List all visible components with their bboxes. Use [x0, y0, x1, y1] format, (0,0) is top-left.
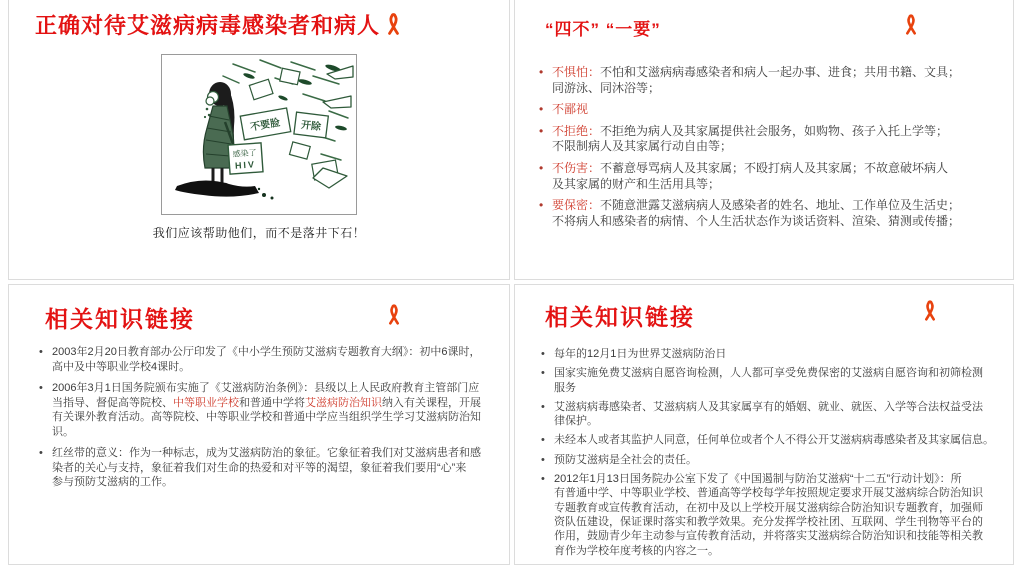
- body-text: 不蓄意辱骂病人及其家属；不殴打病人及其家属；不故意破坏病人: [600, 160, 949, 175]
- cartoon-caption: 我们应该帮助他们，而不是落井下石！: [152, 226, 366, 240]
- hiv-sign: [228, 143, 263, 174]
- slide-knowledge-links-1: [8, 284, 510, 565]
- slide3-header: [9, 285, 509, 332]
- slide1-title: 正确对待艾滋病病毒感染者和病人: [35, 13, 381, 38]
- slide3-title: 相关知识链接: [45, 306, 195, 332]
- bullet-item: [539, 102, 1003, 118]
- bullet-item: [539, 124, 1003, 155]
- body-text: 有普通中学、中等职业学校、普通高等学校每学年按照规定要求开展艾滋病综合防治知识: [554, 487, 983, 500]
- body-text: 2003年2月20日教育部办公厅印发了《中小学生预防艾滋病专题教育大纲》：初中6课时，: [52, 346, 481, 358]
- red-ribbon-icon: [387, 303, 401, 327]
- body-text: 资队伍建设，保证课时落实和教学效果。充分发挥学校社团、互联网、学生刊物等平台的: [554, 515, 983, 528]
- body-text: 服务: [554, 381, 576, 394]
- hiv-sign-line2: HIV: [234, 159, 257, 171]
- body-text: 参与预防艾滋病的工作。: [52, 476, 173, 489]
- body-text: 律保护。: [554, 415, 598, 428]
- knowledge-list-1: [39, 345, 501, 490]
- body-text: 当指导、督促高等院校、: [52, 396, 173, 409]
- body-text: 纳入有关课程，开展: [382, 396, 481, 409]
- body-text: 同游泳、同沐浴等；: [552, 80, 661, 95]
- body-text: 识。: [52, 425, 74, 438]
- body-text: 未经本人或者其监护人同意，任何单位或者个人不得公开艾滋病病毒感染者及其家属信息。: [554, 434, 994, 447]
- slide2-title: “四不” “一要”: [545, 20, 661, 39]
- body-text: 有关课外教育活动。高等院校、中等职业学校和普通中学应当组织学生学习艾滋病防治知: [52, 411, 481, 424]
- highlight-text: 不惧怕：: [552, 65, 601, 79]
- bullet-item: [39, 446, 501, 490]
- bullet-item: [541, 453, 1003, 467]
- highlight-text: 不鄙视: [552, 102, 589, 117]
- expel-paper-text: 开除: [300, 119, 322, 134]
- body-text: 红丝带的意义：作为一种标志，成为艾滋病防治的象征。它象征着我们对艾滋病患者和感: [52, 447, 481, 460]
- cartoon-figure: [161, 54, 357, 215]
- bullet-item: [539, 65, 1003, 96]
- body-text: 作用，鼓励青少年主动参与宣传教育活动，并将落实艾滋病综合防治知识和技能等相关教: [554, 530, 983, 543]
- highlight-text: 要保密：: [552, 198, 601, 213]
- body-text: 预防艾滋病是全社会的责任。: [554, 453, 697, 466]
- slide-knowledge-links-2: [514, 284, 1014, 565]
- red-ribbon-icon: [904, 13, 918, 37]
- body-text: 不限制病人及其家属行动自由等；: [552, 139, 733, 154]
- body-text: 高中及中等职业学校4课时。: [52, 360, 191, 373]
- red-ribbon-icon: [923, 299, 937, 323]
- slide2-header: [515, 0, 1013, 43]
- slide-four-nots-one-must: [514, 0, 1014, 280]
- body-text: 及其家属的财产和生活用具等；: [552, 176, 721, 191]
- bullet-item: [541, 366, 1003, 395]
- bullet-item: [541, 472, 1003, 558]
- body-text: 2012年1月13日国务院办公室下发了《中国遏制与防治艾滋病“十二五”行动计划》：所: [554, 473, 962, 486]
- four-nots-list: [539, 65, 1003, 229]
- bullet-item: [39, 381, 501, 439]
- highlight-text: 不伤害：: [552, 160, 601, 175]
- body-text: 2006年3月1日国务院颁布实施了《艾滋病防治条例》：县级以上人民政府教育主管部门应: [52, 382, 480, 395]
- body-text: 不拒绝为病人及其家属提供社会服务，如购物、孩子入托上学等；: [600, 123, 949, 138]
- red-ribbon-icon: [386, 12, 401, 37]
- knowledge-list-2: [541, 347, 1003, 558]
- cartoon-illustration: [163, 56, 355, 208]
- body-text: 每年的12月1日为世界艾滋病防治日: [554, 348, 727, 360]
- bullet-item: [539, 161, 1003, 192]
- bullet-item: [541, 400, 1003, 429]
- body-text: 不怕和艾滋病病毒感染者和病人一起办事、进食；共用书籍、文具；: [600, 65, 961, 79]
- slide4-header: [515, 285, 1013, 329]
- body-text: 不将病人和感染者的病情、个人生活状态作为谈话资料、渲染、猜测或传播；: [552, 213, 961, 228]
- bullet-item: [539, 198, 1003, 229]
- highlight-text: 艾滋病防治知识: [305, 396, 382, 409]
- body-text: 国家实施免费艾滋病自愿咨询检测，人人都可享受免费保密的艾滋病自愿咨询和初筛检测: [554, 367, 983, 380]
- highlight-text: 不拒绝：: [552, 123, 601, 138]
- body-text: 专题教育或宣传教育活动，在初中及以上学校开展艾滋病综合防治知识专题教育，加强师: [554, 501, 983, 514]
- hiv-sign-line1: 感染了: [232, 148, 257, 159]
- slide4-title: 相关知识链接: [545, 304, 695, 330]
- bullet-item: [39, 345, 501, 374]
- bullet-item: [541, 347, 1003, 361]
- body-text: 和普通中学将: [239, 396, 305, 409]
- slide-correct-attitude: [8, 0, 510, 280]
- insult-paper-text: 不要脸: [249, 117, 281, 134]
- bullet-item: [541, 433, 1003, 447]
- body-text: 艾滋病病毒感染者、艾滋病病人及其家属享有的婚姻、就业、就医、入学等合法权益受法: [554, 400, 983, 413]
- slide1-header: [35, 9, 509, 40]
- body-text: 不随意泄露艾滋病病人及感染者的姓名、地址、工作单位及生活史；: [600, 198, 961, 213]
- body-text: 染者的关心与支持，象征着我们对生命的热爱和对平等的渴望，象征着我们要用“心”来: [52, 461, 467, 474]
- body-text: 育作为学校年度考核的内容之一。: [554, 544, 719, 557]
- highlight-text: 中等职业学校: [173, 396, 239, 409]
